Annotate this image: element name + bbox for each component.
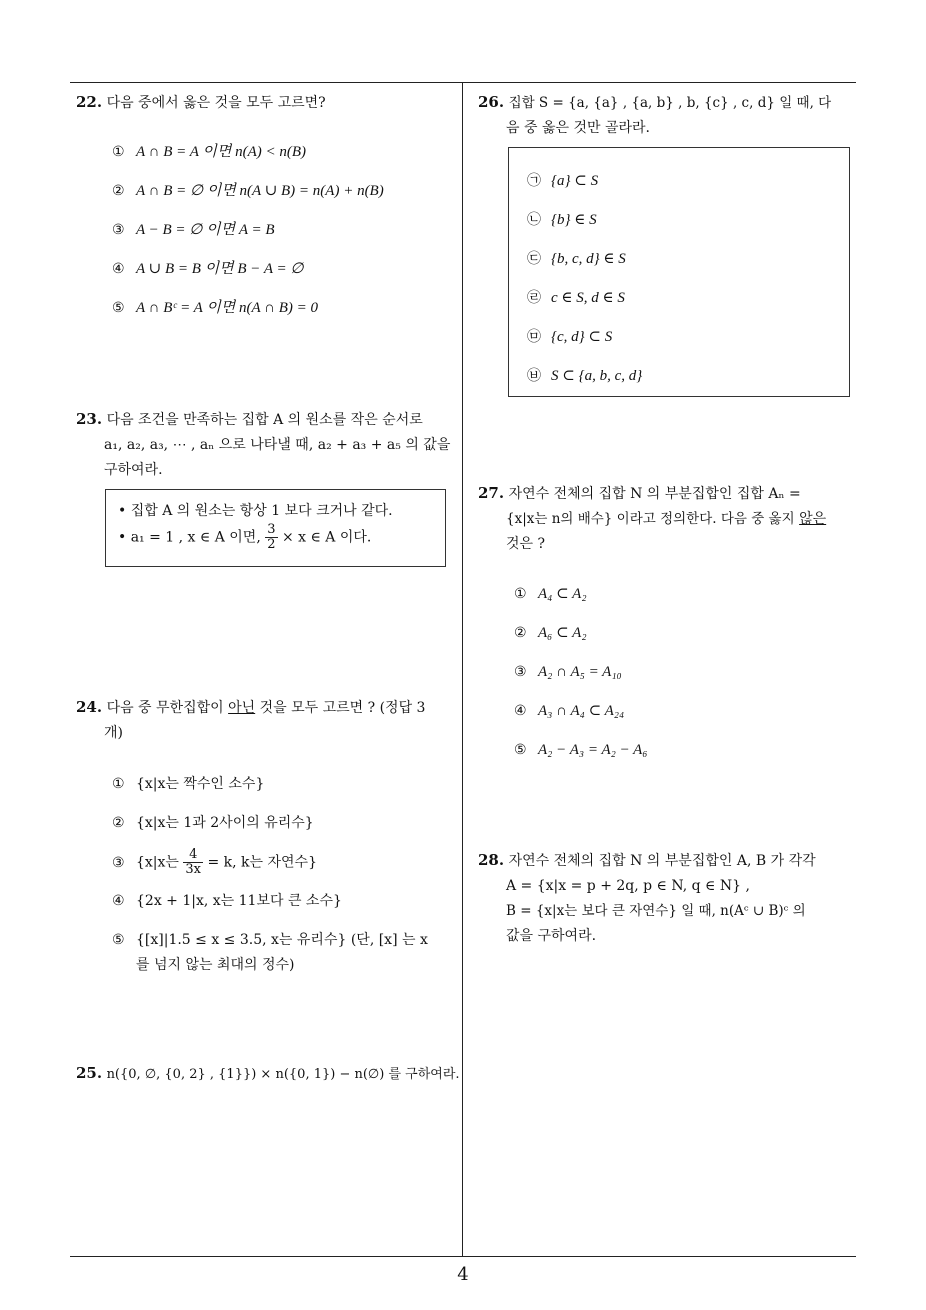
question-stem-line1: 다음 조건을 만족하는 집합 A 의 원소를 작은 순서로 [106, 412, 423, 428]
bottom-rule [70, 1256, 856, 1257]
q27-options [478, 582, 860, 772]
page-number: 4 [457, 1264, 469, 1285]
question-stem-line3: 구하여라. [104, 462, 163, 478]
column-divider [462, 82, 463, 1257]
fraction: $\frac{4}{3x}$ [185, 847, 202, 877]
option-5[interactable]: ⑤ A₂ − A₃ = A₂ − A₆ [514, 742, 648, 758]
question-number: 28. [478, 851, 505, 869]
question-number: 25. [76, 1064, 103, 1082]
option-2[interactable]: ② {x|x는 1과 2사이의 유리수} [112, 815, 314, 831]
option-3[interactable]: ③ A₂ ∩ A₅ = A₁₀ [514, 664, 622, 680]
q22-options [76, 140, 456, 330]
q23-condition-box [105, 489, 446, 567]
option-3[interactable]: ③ {x|x는 $\frac{4}{3x}$ = k, k는 자연수} [112, 847, 317, 877]
fraction: $\frac{3}{2}$ [267, 522, 276, 552]
question-number: 23. [76, 410, 103, 428]
question-number: 24. [76, 698, 103, 716]
question-23 [76, 407, 458, 483]
question-24: 24. 다음 중 무한집합이 아닌 것을 모두 고르면 ? (정답 3 개) [76, 698, 426, 741]
statement-3: ㉢ {b, c, d} ∈ S [527, 251, 626, 267]
question-22 [76, 90, 456, 116]
option-1[interactable]: ① {x|x는 짝수인 소수} [112, 776, 265, 792]
q24-options [76, 772, 458, 982]
underlined-word: 않은 [799, 511, 827, 527]
statement-1: ㉠ {a} ⊂ S [527, 173, 599, 189]
question-number: 22. [76, 93, 103, 111]
option-1[interactable]: ① A₄ ⊂ A₂ [514, 586, 587, 602]
condition-2: • a₁ = 1 , x ∈ A 이면, $\frac{3}{2}$ × x ∈ A 이다. [118, 522, 372, 552]
statement-6: ㉥ S ⊂ {a, b, c, d} [527, 368, 643, 384]
q26-statement-box [508, 147, 850, 397]
option-2[interactable]: ② A ∩ B = ∅ 이면 n(A ∪ B) = n(A) + n(B) [112, 183, 384, 199]
option-5[interactable]: ⑤ A ∩ Bᶜ = A 이면 n(A ∩ B) = 0 [112, 300, 319, 316]
question-26: 26. 집합 S = {a, {a} , {a, b} , b, {c} , c, d} 일 때, 다 음 중 옳은 것만 골라라. [478, 93, 832, 136]
statement-2: ㉡ {b} ∈ S [527, 212, 597, 228]
option-4[interactable]: ④ A ∪ B = B 이면 B − A = ∅ [112, 261, 304, 277]
option-2[interactable]: ② A₆ ⊂ A₂ [514, 625, 587, 641]
option-3[interactable]: ③ A − B = ∅ 이면 A = B [112, 222, 275, 238]
option-5[interactable]: ⑤ {[x]|1.5 ≤ x ≤ 3.5, x는 유리수} (단, [x] 는 x 를 넘지 않는 최대의 정수) [112, 932, 428, 973]
question-stem: n({0, ∅, {0, 2} , {1}}) × n({0, 1}) − n(∅) 를 구하여라. [106, 1067, 460, 1082]
option-1[interactable]: ① A ∩ B = A 이면 n(A) < n(B) [112, 144, 307, 160]
condition-1: • 집합 A 의 원소는 항상 1 보다 크거나 같다. [118, 503, 393, 519]
question-stem: 다음 중에서 옳은 것을 모두 고르면? [106, 95, 326, 111]
question-27: 27. 자연수 전체의 집합 N 의 부분집합인 집합 Aₙ = {x|x는 n의 배수} 이라고 정의한다. 다음 중 옳지 않은 것은 ? [478, 484, 827, 552]
option-4[interactable]: ④ A₃ ∩ A₄ ⊂ A₂₄ [514, 703, 625, 719]
underlined-word: 아닌 [228, 700, 256, 716]
top-rule [70, 82, 856, 83]
question-number: 26. [478, 93, 505, 111]
question-25 [76, 1061, 458, 1087]
statement-4: ㉣ c ∈ S, d ∈ S [527, 290, 625, 306]
question-28: 28. 자연수 전체의 집합 N 의 부분집합인 A, B 가 각각 A = {x|x = p + 2q, p ∈ N, q ∈ N} , B = {x|x는 보다 큰 자연수} 일 때, n(Aᶜ ∪ B)ᶜ 의 값을 구하여라. [478, 851, 816, 944]
statement-5: ㉤ {c, d} ⊂ S [527, 329, 613, 345]
option-4[interactable]: ④ {2x + 1|x, x는 11보다 큰 소수} [112, 893, 342, 909]
question-number: 27. [478, 484, 505, 502]
question-stem-line2: a₁, a₂, a₃, ⋯ , aₙ 으로 나타낼 때, a₂ + a₃ + a₅ 의 값을 [104, 437, 451, 453]
